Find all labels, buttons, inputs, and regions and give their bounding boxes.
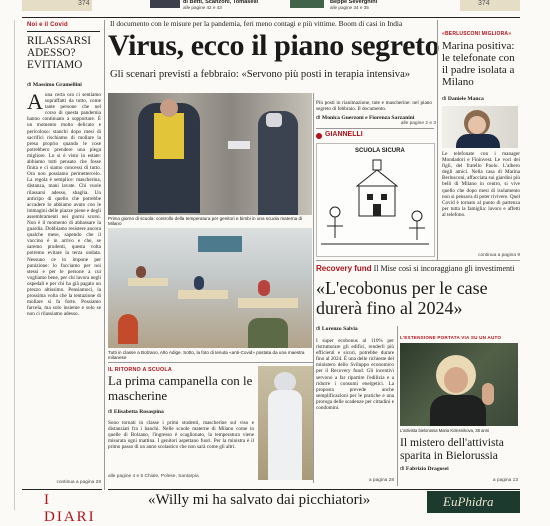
bottom-headline[interactable]: «Willy mi ha salvato dai picchiatori» <box>148 492 371 508</box>
top-right-price: 374 <box>478 0 490 7</box>
left-continue[interactable]: continua a pagina 28 <box>56 480 101 485</box>
recovery-text: I super ecobonus al 110% per ristrutturare gli edifici, renderli più efficienti e sicuri, potrebbe durare fino al 2024. È una delle richieste del ministero dello Sviluppo economico per il Recovery fund. Gli incentivi servono a far ripartire l'edilizia e a ridurre i consumi energetici. La proposta prevede anche semplificazioni per le pratiche e una proroga delle scadenze per cittadini e condomini. <box>316 338 394 412</box>
main-photo <box>108 93 312 215</box>
right-continue[interactable]: continua a pagina 9 <box>478 253 520 258</box>
recovery-kicker-tail: Il Mise così si incoraggiano gli investimenti <box>373 264 515 273</box>
right-kicker: «BERLUSCONI MIGLIORA» <box>442 31 512 37</box>
headline[interactable]: Virus, ecco il piano segreto <box>108 29 440 62</box>
classroom-caption: Tutti in classe a Bolzano, Alto Adige. Sotto, la foto di tenuta «anti-Covid» postata da una maestra milanese <box>108 350 305 361</box>
left-drop-cap: A <box>27 92 43 114</box>
teacher-photo <box>258 366 313 480</box>
left-section: Noi e il Covid <box>27 22 68 28</box>
belarus-continue[interactable]: a pagina 13 <box>492 478 518 483</box>
top-photo-1 <box>150 0 180 8</box>
top-center-left-sub: alle pagine 42 e 43 <box>183 5 222 10</box>
center-kicker: Il documento con le misure per la pandemia, feri meno contagi e più vittime. Boom di casi in India <box>110 19 403 28</box>
main-photo-caption: Primo giorno di scuola: controllo della temperatura per genitori e bimbi in una scuola materna di Milano <box>108 216 303 227</box>
left-byline-name: Massimo Gramellini <box>32 82 82 88</box>
ad-box[interactable] <box>427 491 520 513</box>
activist-photo <box>400 343 518 426</box>
marina-photo <box>442 106 518 148</box>
subhead: Gli scenari previsti a febbraio: «Servono più posti in terapia intensiva» <box>110 69 411 80</box>
belarus-byline: di Fabrizio Dragosei <box>400 466 449 472</box>
giannelli-label: GIANNELLI <box>325 131 363 138</box>
summary-byline: di Monica Guerzoni e Fiorenza Sarzanini alle pagine 2 e 3 <box>316 115 436 126</box>
school-continue[interactable]: alle pagine 4 e 5 Chiale, Polese, Santarpia <box>108 474 199 479</box>
school-title[interactable]: La prima campanella con le mascherine <box>108 373 253 403</box>
right-text: Le telefonate con i manager Mondadori e Fininvest. Le voci dei figli, del fratello Paolo. L'albero degli amici. Nella casa di Marina Berlusconi, affacciata sui giardini più belli di Milano in centro, si vive quello che dopo mesi di isolamento non si pensava di poter rivivere. Quel Covid è tornato al punto di partenza per tutta la famiglia: lavoro e affetti al telefono. <box>442 151 520 218</box>
top-right-box <box>460 0 520 11</box>
top-photo-2 <box>290 0 324 8</box>
belarus-title[interactable]: Il mistero dell'attivista sparita in Bielorussia <box>400 436 504 462</box>
left-byline: di Massimo Gramellini <box>27 82 82 88</box>
cartoon-school-drawing <box>317 156 434 256</box>
school-text: Sono tornati in classe i primi studenti, mascherine sul viso e distanziati fra i banchi. Nelle scuole materne di Milano come in quelle di Bolzano, l'ingresso è scaglionato, la temperatura viene misurata ogni mattina. I genitori aspettano fuori. Per la ministra è il primo passo di un anno scolastico che non sarà come gli altri. <box>108 420 254 451</box>
left-text: una certa ora ci sentiamo sopraffatti da tutto, come tante persone che nel corso di questa pandemia hanno continuato a sopportare. È un momento molto delicato e pericoloso: stanchi dopo mesi di sacrifici rischiamo di mollare la presa proprio quando le cose potrebbero prendere una piega migliore. Lo si è visto in estate: abbiamo tutti pensato che fosse finita e ci siamo concessi di tutto. Ora non possiamo permettercelo. La regola è semplice: mascherina, distanza, mani lavate. Chi vuole rilassarsi adesso, sbaglia. Un anticipo di quello che potrebbe accadere lo abbiamo avuto con le immagini delle piazze piene e degli assembramenti nei giorni scorsi. Non è il momento di abbassare la guardia. Dobbiamo resistere ancora qualche mese, sapendo che il vaccino è in arrivo e che, se saremo prudenti, questa volta potremo evitare la terza ondata. Nessuno ce lo impone per punizione: lo facciamo per noi stessi e per le persone a cui vogliamo bene, per chi lavora negli ospedali e per chi ha già pagato un prezzo altissimo. Pensiamoci, la prossima volta che la tentazione di mollare si fa forte. Possiamo farcela, ma solo insieme e solo se non ci rilassiamo adesso. <box>27 92 101 318</box>
activist-caption: L'attivista bielorussa Maria Kolesnikova, 38 anni <box>400 428 490 433</box>
left-footer <box>22 492 102 525</box>
giannelli-bullet <box>316 133 322 139</box>
right-byline: di Daniele Manca <box>442 96 484 102</box>
school-kicker: IL RITORNO A SCUOLA <box>108 367 172 373</box>
summary-text: Più posti in rianimazione, tute e mascherine: nel piano segreto di febbraio. Il documento. <box>316 100 432 113</box>
ad-label: EuPhidra <box>443 494 494 509</box>
cartoon <box>316 143 435 257</box>
school-byline: di Elisabetta Rosaspina <box>108 409 164 415</box>
recovery-byline: di Lorenzo Salvia <box>316 326 358 332</box>
side-margin <box>0 20 15 510</box>
cartoon-caption: SCUOLA SICURA <box>355 148 405 154</box>
classroom-photo <box>108 228 312 348</box>
top-center-right: Beppe Severgnini <box>330 0 378 5</box>
recovery-continue[interactable]: a pagina 28 <box>368 478 394 483</box>
left-text-block <box>27 92 101 478</box>
belarus-kicker: L'ESTENSIONE PORTATA VIA SU UN AUTO <box>400 335 502 340</box>
left-footer-label: I DIARI <box>44 492 96 525</box>
top-center-left: di Betti, Scanzoni, Tomaselli <box>183 0 259 5</box>
right-title[interactable]: Marina positiva: le telefonate con il padre isolata a Milano <box>442 40 515 88</box>
recovery-kicker-line <box>316 264 514 273</box>
top-left-price: 374 <box>78 0 90 7</box>
left-title: RILASSARSI ADESSO? EVITIAMO <box>27 35 92 71</box>
recovery-kicker: Recovery fund <box>316 264 372 273</box>
top-strip <box>0 0 550 17</box>
recovery-title[interactable]: «L'ecobonus per le case durerà fino al 2024» <box>316 278 488 318</box>
top-center-right-sub: alle pagine 34 e 35 <box>330 5 369 10</box>
